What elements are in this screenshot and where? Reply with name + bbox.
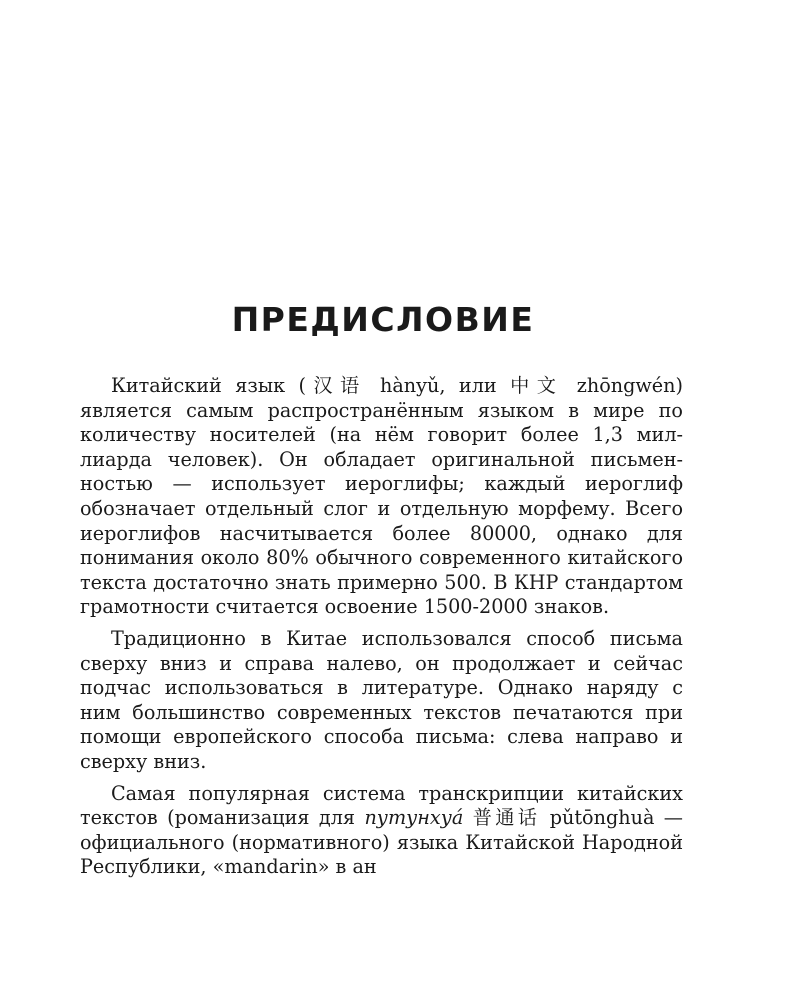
text-run: Самая популярная система транскрипции китайских текстов (романизация для	[80, 781, 683, 830]
text-run: Традиционно в Китае использовался способ письма сверху вниз и справа налево, он продолжает и сейчас подчас использоваться в литературе. Однако наряду с ним большинство современных текстов печатаются при помощи европейского способа письма: слева направо и сверху вниз.	[80, 626, 683, 773]
text-run: zhōngwén) является самым распространённым языком в мире по количеству носителей (на нём говорит более 1,3 миллиарда человек). Он обладает оригинальной письменностью — использует иероглифы; каждый иероглиф обозначает отдельный слог и отдельную морфему. Всего иероглифов насчитывается более 80000, однако для понимания около 80% обычного современного китайского текста достаточно знать примерно 500. В КНР стандартом грамотности считается освоение 1500-2000 знаков.	[80, 374, 684, 619]
paragraph-1	[80, 374, 683, 620]
text-run: pǔtōnghuà — официального (нормативного) языка Китайской Народной Республики, «mandarin» в ан	[80, 806, 683, 879]
text-run: Китайский язык (	[111, 374, 307, 397]
hanzi-hanyu: 汉语	[306, 374, 367, 397]
italic-term: путунхуá	[364, 806, 464, 830]
body-text	[80, 374, 683, 880]
text-run	[463, 806, 472, 829]
hanzi-putonghua: 普通话	[472, 806, 541, 830]
text-run: hànyǔ, или	[366, 374, 511, 397]
page-title: ПРЕДИСЛОВИЕ	[231, 300, 535, 339]
paragraph-3	[80, 782, 683, 880]
hanzi-zhongwen: 中文	[510, 374, 564, 397]
paragraph-2	[80, 627, 683, 775]
